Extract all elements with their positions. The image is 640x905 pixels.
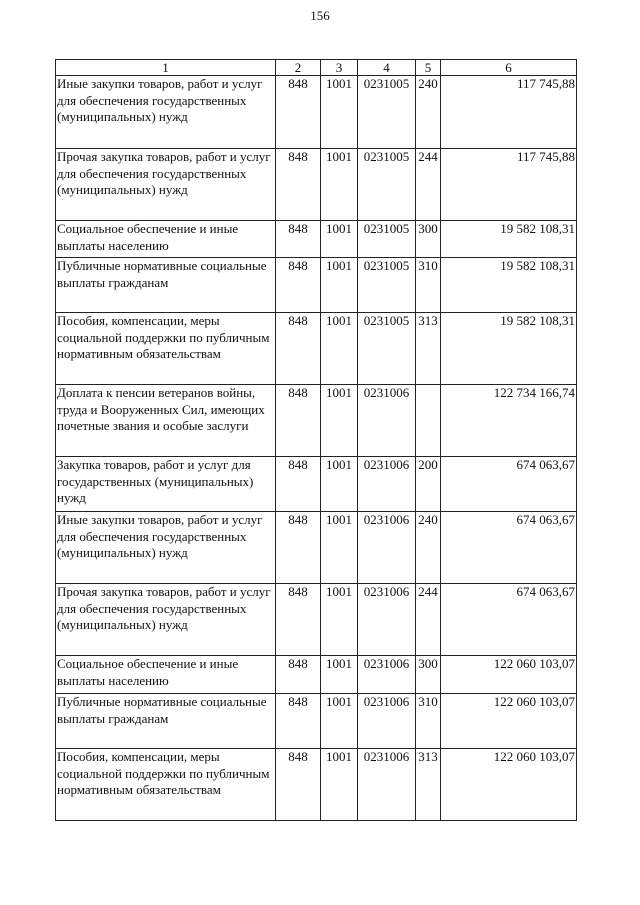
row-code-cell: 848 (276, 313, 321, 385)
row-kind-cell: 313 (416, 313, 441, 385)
row-name-cell: Социальное обеспечение и иные выплаты населению (56, 656, 276, 694)
row-code-cell: 848 (276, 457, 321, 512)
row-kind-cell: 244 (416, 149, 441, 221)
row-kind-cell: 244 (416, 584, 441, 656)
row-target-cell: 0231005 (358, 76, 416, 149)
row-target-cell: 0231006 (358, 749, 416, 821)
row-name-cell: Пособия, компенсации, меры социальной поддержки по публичным нормативным обязательствам (56, 313, 276, 385)
row-section-cell: 1001 (321, 749, 358, 821)
table-row (56, 313, 577, 385)
row-kind-cell: 300 (416, 656, 441, 694)
row-section-cell: 1001 (321, 221, 358, 258)
table-row (56, 694, 577, 749)
row-kind-cell: 310 (416, 694, 441, 749)
row-kind-cell: 310 (416, 258, 441, 313)
row-code-cell: 848 (276, 76, 321, 149)
row-target-cell: 0231006 (358, 457, 416, 512)
row-kind-cell (416, 385, 441, 457)
row-code-cell: 848 (276, 258, 321, 313)
row-name-cell: Иные закупки товаров, работ и услуг для обеспечения государственных (муниципальных) нужд (56, 512, 276, 584)
row-target-cell: 0231006 (358, 385, 416, 457)
row-name-cell: Доплата к пенсии ветеранов войны, труда и Вооруженных Сил, имеющих почетные звания и особые заслуги (56, 385, 276, 457)
column-header: 3 (321, 60, 358, 76)
row-name-cell: Иные закупки товаров, работ и услуг для обеспечения государственных (муниципальных) нужд (56, 76, 276, 149)
table-row (56, 76, 577, 149)
row-amount-cell: 122 734 166,74 (441, 385, 577, 457)
table-row (56, 149, 577, 221)
row-amount-cell: 19 582 108,31 (441, 221, 577, 258)
row-code-cell: 848 (276, 694, 321, 749)
row-section-cell: 1001 (321, 258, 358, 313)
row-code-cell: 848 (276, 221, 321, 258)
row-amount-cell: 122 060 103,07 (441, 694, 577, 749)
row-name-cell: Публичные нормативные социальные выплаты гражданам (56, 258, 276, 313)
row-target-cell: 0231006 (358, 584, 416, 656)
table-row (56, 258, 577, 313)
row-name-cell: Прочая закупка товаров, работ и услуг для обеспечения государственных (муниципальных) нужд (56, 584, 276, 656)
column-header: 4 (358, 60, 416, 76)
row-section-cell: 1001 (321, 457, 358, 512)
row-kind-cell: 313 (416, 749, 441, 821)
row-target-cell: 0231006 (358, 512, 416, 584)
row-amount-cell: 117 745,88 (441, 149, 577, 221)
row-kind-cell: 300 (416, 221, 441, 258)
row-code-cell: 848 (276, 656, 321, 694)
row-code-cell: 848 (276, 512, 321, 584)
row-amount-cell: 122 060 103,07 (441, 749, 577, 821)
row-section-cell: 1001 (321, 584, 358, 656)
row-name-cell: Публичные нормативные социальные выплаты гражданам (56, 694, 276, 749)
row-amount-cell: 674 063,67 (441, 457, 577, 512)
table-row (56, 656, 577, 694)
row-code-cell: 848 (276, 584, 321, 656)
table-row (56, 512, 577, 584)
row-kind-cell: 240 (416, 512, 441, 584)
row-target-cell: 0231005 (358, 149, 416, 221)
row-kind-cell: 240 (416, 76, 441, 149)
row-amount-cell: 122 060 103,07 (441, 656, 577, 694)
row-name-cell: Социальное обеспечение и иные выплаты населению (56, 221, 276, 258)
row-target-cell: 0231005 (358, 313, 416, 385)
page-number: 156 (310, 8, 330, 23)
row-code-cell: 848 (276, 149, 321, 221)
budget-table (55, 59, 577, 821)
column-header: 1 (56, 60, 276, 76)
row-amount-cell: 19 582 108,31 (441, 313, 577, 385)
table-row (56, 584, 577, 656)
row-name-cell: Прочая закупка товаров, работ и услуг для обеспечения государственных (муниципальных) нужд (56, 149, 276, 221)
row-target-cell: 0231005 (358, 258, 416, 313)
row-name-cell: Пособия, компенсации, меры социальной поддержки по публичным нормативным обязательствам (56, 749, 276, 821)
row-section-cell: 1001 (321, 656, 358, 694)
row-section-cell: 1001 (321, 149, 358, 221)
row-section-cell: 1001 (321, 694, 358, 749)
table-row (56, 749, 577, 821)
table-row (56, 457, 577, 512)
row-target-cell: 0231006 (358, 656, 416, 694)
column-header: 6 (441, 60, 577, 76)
row-target-cell: 0231005 (358, 221, 416, 258)
table-header-row (56, 60, 577, 76)
row-kind-cell: 200 (416, 457, 441, 512)
row-section-cell: 1001 (321, 313, 358, 385)
row-amount-cell: 19 582 108,31 (441, 258, 577, 313)
row-section-cell: 1001 (321, 512, 358, 584)
row-code-cell: 848 (276, 385, 321, 457)
row-amount-cell: 674 063,67 (441, 584, 577, 656)
table-row (56, 385, 577, 457)
row-target-cell: 0231006 (358, 694, 416, 749)
row-code-cell: 848 (276, 749, 321, 821)
row-section-cell: 1001 (321, 76, 358, 149)
column-header: 5 (416, 60, 441, 76)
table-body (56, 76, 577, 821)
row-amount-cell: 674 063,67 (441, 512, 577, 584)
row-name-cell: Закупка товаров, работ и услуг для государственных (муниципальных) нужд (56, 457, 276, 512)
row-section-cell: 1001 (321, 385, 358, 457)
table-row (56, 221, 577, 258)
column-header: 2 (276, 60, 321, 76)
row-amount-cell: 117 745,88 (441, 76, 577, 149)
